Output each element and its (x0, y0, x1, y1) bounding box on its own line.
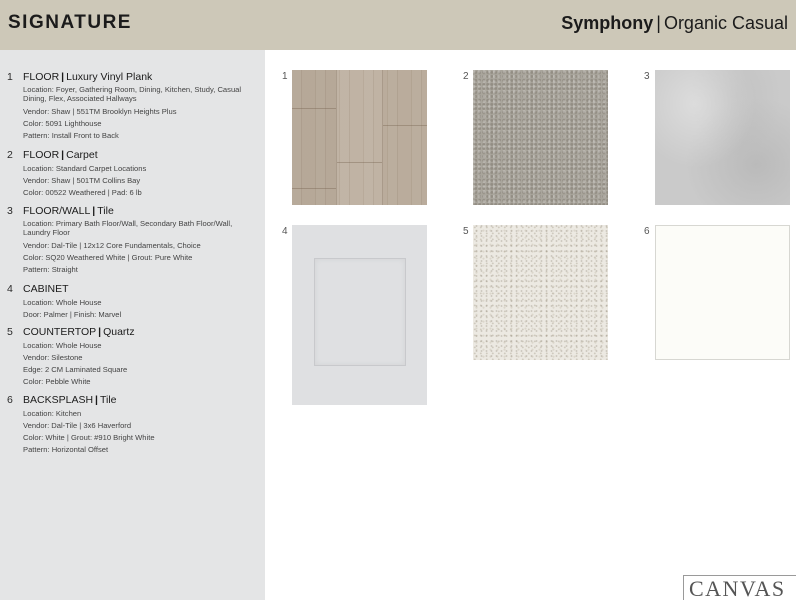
item-category: BACKSPLASH (23, 394, 94, 406)
item-title: BACKSPLASH | Tile (23, 394, 117, 406)
cabinet-door-panel (314, 258, 406, 366)
item-type: Tile (99, 394, 117, 406)
item-details (23, 340, 259, 388)
item-type: Luxury Vinyl Plank (66, 71, 153, 83)
brand-title: SIGNATURE (8, 12, 132, 33)
item-detail-line: Pattern: Horizontal Offset (23, 445, 109, 454)
item-detail-line: Color: Pebble White (23, 377, 91, 386)
item-detail-line: Door: Palmer | Finish: Marvel (23, 310, 122, 319)
item-number: 5 (7, 326, 13, 338)
collection-title (561, 13, 788, 34)
item-detail-line: Edge: 2 CM Laminated Square (23, 365, 128, 374)
item-details (23, 163, 259, 199)
item-category: COUNTERTOP (23, 326, 97, 338)
swatch-number: 4 (282, 226, 288, 237)
item-detail-line: Location: Primary Bath Floor/Wall, Secondary Bath Floor/Wall, Laundry Floor (23, 219, 233, 237)
swatch-number: 6 (644, 226, 650, 237)
item-detail-line: Vendor: Silestone (23, 353, 83, 362)
item-type: Tile (97, 205, 114, 217)
item-number: 3 (7, 205, 13, 217)
item-details (23, 85, 259, 142)
item-detail-line: Location: Whole House (23, 298, 102, 307)
item-title: FLOOR | Carpet (23, 149, 98, 161)
item-detail-line: Vendor: Dal-Tile | 3x6 Haverford (23, 421, 132, 430)
swatch-backsplash-tile (655, 225, 790, 360)
collection-name: Symphony (561, 13, 654, 33)
item-details (23, 408, 259, 456)
swatch-number: 5 (463, 226, 469, 237)
item-detail-line: Color: 00522 Weathered | Pad: 6 lb (23, 188, 142, 197)
logo-text: CANVAS (689, 576, 786, 600)
item-number: 2 (7, 149, 13, 161)
item-number: 6 (7, 394, 13, 406)
swatch-number: 3 (644, 71, 650, 82)
item-category: FLOOR (23, 149, 60, 161)
item-type: Carpet (66, 149, 98, 161)
swatch-number: 1 (282, 71, 288, 82)
item-title (23, 283, 69, 295)
collection-style: Organic Casual (663, 13, 788, 33)
header-bar (0, 0, 796, 50)
item-number: 4 (7, 283, 13, 295)
item-title: COUNTERTOP | Quartz (23, 326, 135, 338)
item-detail-line: Vendor: Dal-Tile | 12x12 Core Fundamentals, Choice (23, 241, 201, 250)
item-detail-line: Location: Foyer, Gathering Room, Dining, Kitchen, Study, Casual Dining, Flex, Associated Hallways (23, 85, 242, 103)
item-number: 1 (7, 71, 13, 83)
item-detail-line: Vendor: Shaw | 551TM Brooklyn Heights Plus (23, 107, 177, 116)
item-details (23, 219, 259, 276)
swatch-luxury-vinyl-plank (292, 70, 427, 205)
swatch-number: 2 (463, 71, 469, 82)
item-category: FLOOR (23, 71, 60, 83)
item-detail-line: Location: Whole House (23, 341, 102, 350)
item-detail-line: Pattern: Straight (23, 265, 78, 274)
item-detail-line: Location: Standard Carpet Locations (23, 164, 147, 173)
canvas-logo (683, 575, 796, 600)
collection-separator: | (656, 13, 661, 33)
item-detail-line: Vendor: Shaw | 501TM Collins Bay (23, 176, 141, 185)
item-title: FLOOR | Luxury Vinyl Plank (23, 71, 153, 83)
swatch-cabinet-door (292, 225, 427, 405)
swatch-carpet (473, 70, 608, 205)
item-detail-line: Color: 5091 Lighthouse (23, 119, 102, 128)
item-detail-line: Color: White | Grout: #910 Bright White (23, 433, 155, 442)
item-category: FLOOR/WALL (23, 205, 91, 217)
swatch-quartz (473, 225, 608, 360)
item-title: FLOOR/WALL | Tile (23, 205, 114, 217)
item-detail-line: Color: SQ20 Weathered White | Grout: Pure White (23, 253, 193, 262)
item-type: Quartz (103, 326, 135, 338)
item-detail-line: Pattern: Install Front to Back (23, 131, 119, 140)
item-category: CABINET (23, 283, 69, 295)
item-details (23, 297, 259, 321)
selection-list (0, 50, 265, 600)
swatch-tile (655, 70, 790, 205)
item-detail-line: Location: Kitchen (23, 409, 82, 418)
